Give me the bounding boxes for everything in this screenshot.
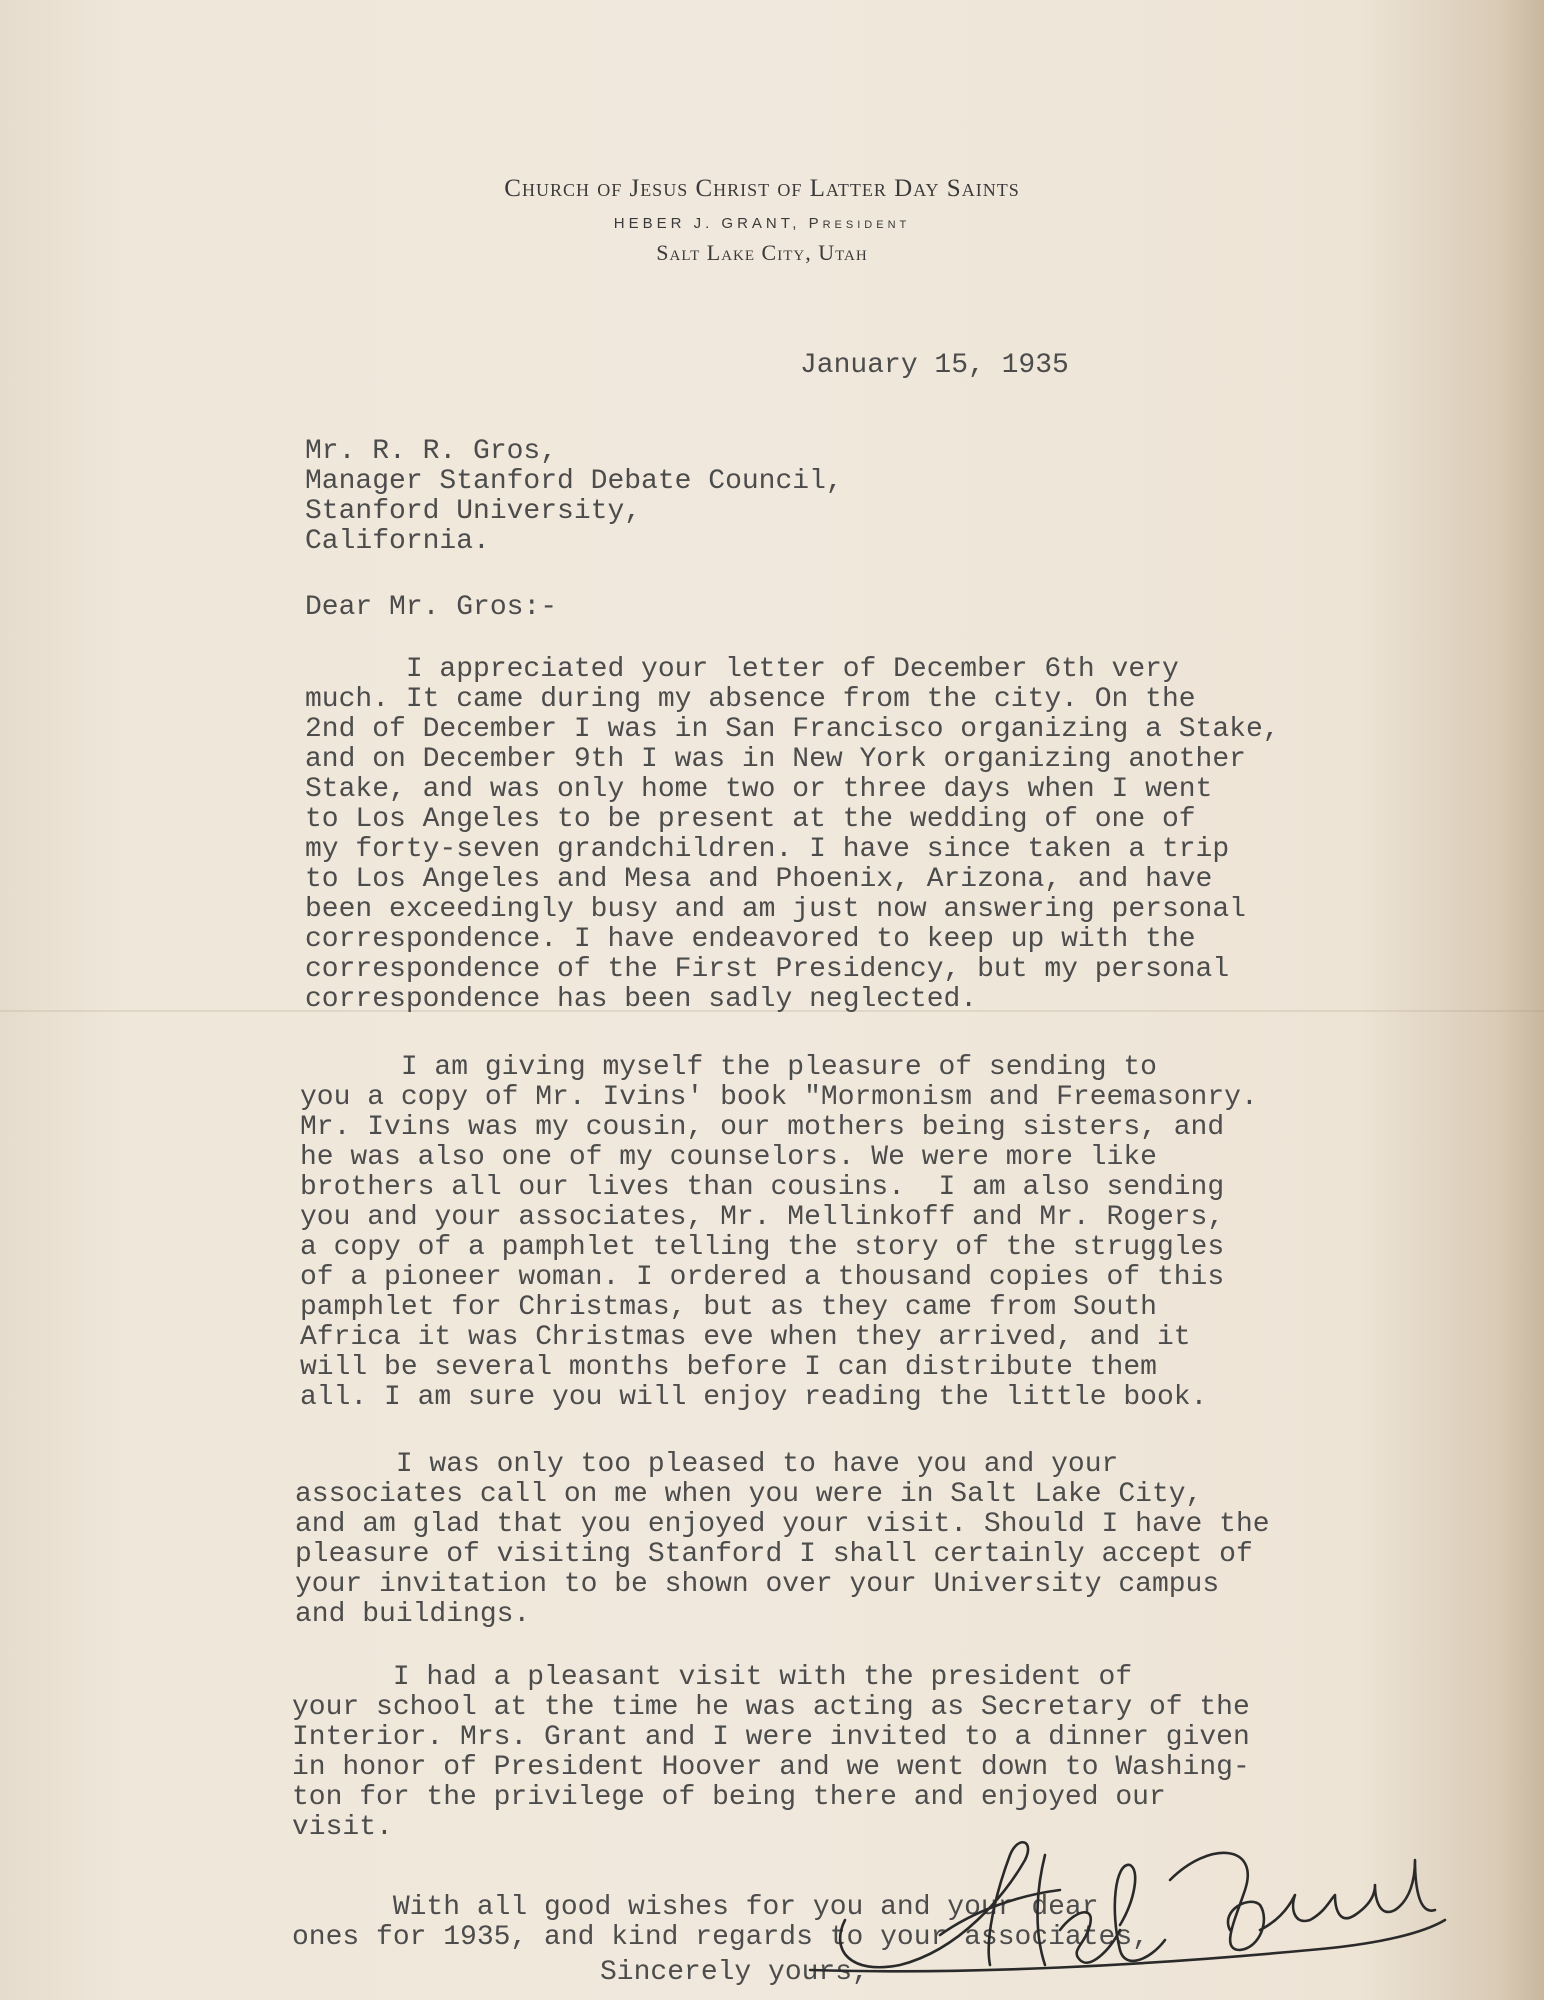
handwritten-signature xyxy=(790,1800,1450,1990)
letter-date: January 15, 1935 xyxy=(800,350,1069,381)
salutation: Dear Mr. Gros:- xyxy=(305,592,558,623)
body-paragraph-2: I am giving myself the pleasure of sending to you a copy of Mr. Ivins' book "Mormonism and Freemasonry. Mr. Ivins was my cousin, our mothers being sisters, and he was also one of my counselors. We were more like brothers all our lives than cousins. I am also sending you and your associates, Mr. Mellinkoff and Mr. Rogers, a copy of a pamphlet telling the story of the struggles of a pioneer woman. I ordered a thousand copies of this pamphlet for Christmas, but as they came from South Africa it was Christmas eve when they arrived, and it will be several months before I can distribute them all. I am sure you will enjoy reading the little book. xyxy=(300,1052,1258,1413)
closing-signoff: Sincerely yours, xyxy=(600,1957,869,1988)
recipient-line: California. xyxy=(305,526,490,557)
recipient-address xyxy=(305,437,843,557)
body-paragraph-4: I had a pleasant visit with the president of your school at the time he was acting as Secretary of the Interior. Mrs. Grant and I were invited to a dinner given in honor of President Hoover and we went down to Washing- ton for the privilege of being there and enjoyed our visit. xyxy=(292,1662,1250,1843)
body-paragraph-3: I was only too pleased to have you and your associates call on me when you were in Salt Lake City, and am glad that you enjoyed your visit. Should I have the pleasure of visiting Stanford I shall certainly accept of your invitation to be shown over your University campus and buildings. xyxy=(295,1449,1270,1630)
recipient-line: Stanford University, xyxy=(305,496,642,527)
body-paragraph-1: I appreciated your letter of December 6th very much. It came during my absence from the city. On the 2nd of December I was in San Francisco organizing a Stake, and on December 9th I was in New York organizing another Stake, and was only home two or three days when I went to Los Angeles to be present at the wedding of one of my forty-seven grandchildren. I have since taken a trip to Los Angeles and Mesa and Phoenix, Arizona, and have been exceedingly busy and am just now answering personal correspondence. I have endeavored to keep up with the correspondence of the First Presidency, but my personal correspondence has been sadly neglected. xyxy=(305,654,1280,1015)
recipient-line: Mr. R. R. Gros, xyxy=(305,436,558,467)
letterhead-president: HEBER J. GRANT, President xyxy=(613,215,911,232)
letterhead-city: Salt Lake City, Utah xyxy=(656,240,868,265)
closing-text: With all good wishes for you and your dear ones for 1935, and kind regards to your associates, xyxy=(292,1892,1149,1953)
letterhead-church: Church of Jesus Christ of Latter Day Saints xyxy=(504,175,1020,202)
recipient-line: Manager Stanford Debate Council, xyxy=(305,466,843,497)
letterhead xyxy=(0,175,1544,266)
